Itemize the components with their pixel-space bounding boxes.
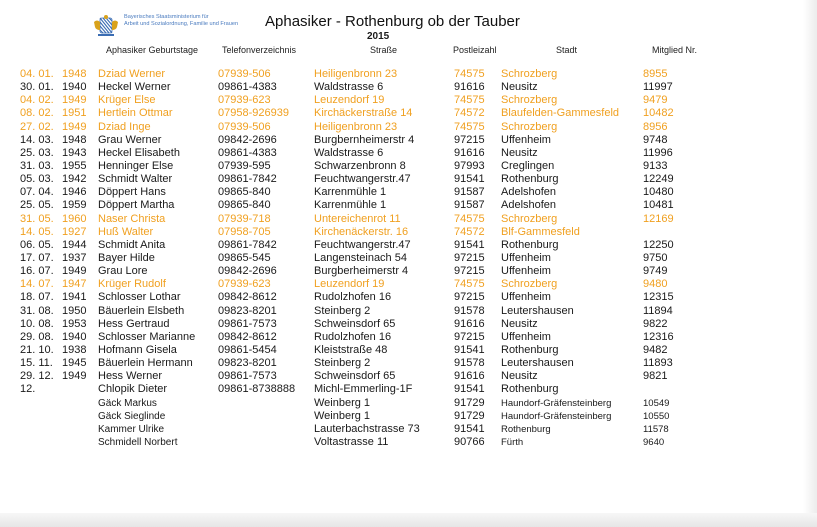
row-street: Rudolzhofen 16: [314, 330, 392, 343]
row-street: Rudolzhofen 16: [314, 291, 392, 304]
row-street: Steinberg 2: [314, 357, 371, 370]
row-year: 1951: [62, 107, 87, 120]
row-plz: 91616: [454, 370, 485, 383]
row-street: Karrenmühle 1: [314, 186, 387, 199]
row-member-number: 9821: [643, 370, 668, 383]
row-phone: 07958-926939: [218, 107, 289, 120]
row-phone: 09861-4383: [218, 81, 277, 94]
row-plz: 74575: [454, 212, 485, 225]
row-name: Dziad Inge: [98, 120, 151, 133]
table-row: [0, 397, 817, 410]
row-street: Heiligenbronn 23: [314, 120, 398, 133]
row-street: Untereichenrot 11: [314, 212, 401, 225]
table-row: [0, 160, 817, 173]
row-name: Döppert Martha: [98, 199, 175, 212]
row-member-number: 10550: [643, 410, 670, 422]
row-plz: 74575: [454, 278, 485, 291]
row-name: Heckel Werner: [98, 81, 171, 94]
header-phone: Telefonverzeichnis: [222, 45, 297, 55]
row-year: 1948: [62, 68, 87, 80]
row-phone: 07939-506: [218, 68, 271, 80]
row-member-number: 12249: [643, 173, 674, 186]
row-city: Schrozberg: [501, 278, 558, 291]
row-plz: 91729: [454, 396, 485, 409]
row-street: Feuchtwangerstr.47: [314, 238, 411, 251]
table-row: [0, 423, 817, 436]
row-member-number: 8956: [643, 120, 668, 133]
row-phone: 07958-705: [218, 225, 271, 238]
row-plz: 90766: [454, 435, 485, 448]
row-name: Gäck Sieglinde: [98, 410, 166, 422]
row-city: Leutershausen: [501, 357, 574, 370]
row-year: 1940: [62, 330, 87, 343]
row-year: 1949: [62, 120, 87, 133]
row-street: Michl-Emmerling-1F: [314, 383, 413, 396]
table-row: [0, 213, 817, 226]
row-phone: 09865-840: [218, 199, 271, 212]
row-plz: 91541: [454, 343, 485, 356]
row-date: 06. 05.: [20, 238, 54, 251]
row-name: Grau Lore: [98, 265, 148, 278]
row-member-number: 9822: [643, 317, 668, 330]
row-name: Schlosser Marianne: [98, 330, 196, 343]
row-city: Schrozberg: [501, 68, 558, 80]
row-phone: 09823-8201: [218, 304, 277, 317]
row-date: 25. 03.: [20, 146, 54, 159]
logo-text: Bayerisches Staatsministerium für Arbeit und Sozialordnung, Familie und Frauen: [124, 14, 239, 27]
row-year: 1945: [62, 357, 87, 370]
row-year: 1938: [62, 343, 87, 356]
row-year: 1947: [62, 278, 87, 291]
row-year: 1959: [62, 199, 87, 212]
row-city: Rothenburg: [501, 383, 559, 396]
row-street: Schweinsdorf 65: [314, 370, 396, 383]
row-street: Burgberheimerstr 4: [314, 265, 409, 278]
row-plz: 91541: [454, 383, 485, 396]
row-city: Schrozberg: [501, 94, 558, 107]
row-year: 1949: [62, 265, 87, 278]
table-row: [0, 383, 817, 396]
row-name: Henninger Else: [98, 159, 174, 172]
row-city: Uffenheim: [501, 133, 551, 146]
row-phone: 09861-7842: [218, 173, 277, 186]
row-phone: 09842-2696: [218, 133, 277, 146]
row-phone: 07939-623: [218, 278, 271, 291]
row-street: Voltastrasse 11: [314, 435, 389, 448]
row-member-number: 11996: [643, 146, 673, 159]
table-row: [0, 121, 817, 134]
row-name: Döppert Hans: [98, 186, 166, 199]
row-date: 29. 08.: [20, 330, 54, 343]
row-phone: 09861-8738888: [218, 383, 296, 396]
table-row: [0, 252, 817, 265]
table-row: [0, 186, 817, 199]
row-member-number: 9749: [643, 265, 668, 278]
row-street: Kirchäckerstraße 14: [314, 107, 413, 120]
table-row: [0, 147, 817, 160]
row-member-number: 9750: [643, 251, 668, 264]
table-row: [0, 436, 817, 449]
row-date: 16. 07.: [20, 265, 54, 278]
table-row: [0, 410, 817, 423]
row-name: Gäck Markus: [98, 397, 157, 409]
header-plz: Postleizahl: [453, 45, 497, 55]
row-member-number: 10481: [643, 199, 674, 212]
row-member-number: 8955: [643, 68, 668, 80]
row-phone: 09861-5454: [218, 343, 277, 356]
row-year: 1941: [62, 291, 87, 304]
row-phone: 09861-7842: [218, 238, 277, 251]
table-row: [0, 357, 817, 370]
row-city: Uffenheim: [501, 251, 551, 264]
row-member-number: 12169: [643, 212, 674, 225]
row-city: Rothenburg: [501, 238, 559, 251]
table-row: [0, 68, 817, 81]
row-phone: 09823-8201: [218, 357, 277, 370]
row-phone: 09865-840: [218, 186, 271, 199]
row-year: 1944: [62, 238, 87, 251]
row-date: 05. 03.: [20, 173, 54, 186]
row-date: 14. 05.: [20, 225, 54, 238]
row-member-number: 9482: [643, 343, 668, 356]
row-date: 21. 10.: [20, 343, 54, 356]
row-city: Blf-Gammesfeld: [501, 225, 580, 238]
row-member-number: 12315: [643, 291, 674, 304]
row-plz: 74572: [454, 225, 485, 238]
row-street: Heiligenbronn 23: [314, 68, 398, 80]
row-street: Schweinsdorf 65: [314, 317, 396, 330]
row-name: Schmidt Walter: [98, 173, 173, 186]
ministry-logo: [92, 14, 239, 40]
row-member-number: 12316: [643, 330, 674, 343]
row-city: Rothenburg: [501, 423, 551, 435]
row-member-number: 11893: [643, 357, 673, 370]
header-city: Stadt: [556, 45, 578, 55]
row-date: 14. 07.: [20, 278, 54, 291]
row-name: Bayer Hilde: [98, 251, 155, 264]
member-list: [0, 68, 817, 449]
row-name: Schmidt Anita: [98, 238, 166, 251]
row-phone: 09861-7573: [218, 317, 277, 330]
row-year: 1960: [62, 212, 87, 225]
row-name: Schmidell Norbert: [98, 436, 178, 448]
row-street: Waldstrasse 6: [314, 146, 384, 159]
table-row: [0, 239, 817, 252]
row-street: Weinberg 1: [314, 409, 371, 422]
row-date: 04. 02.: [20, 94, 54, 107]
row-plz: 74572: [454, 107, 485, 120]
row-member-number: 10480: [643, 186, 674, 199]
row-date: 27. 02.: [20, 120, 54, 133]
row-plz: 97215: [454, 133, 485, 146]
row-phone: 09842-2696: [218, 265, 277, 278]
row-street: Weinberg 1: [314, 396, 371, 409]
table-row: [0, 226, 817, 239]
row-date: 12.: [20, 383, 36, 396]
row-phone: 09842-8612: [218, 291, 277, 304]
row-plz: 91729: [454, 409, 485, 422]
row-member-number: 10482: [643, 107, 674, 120]
row-date: 07. 04.: [20, 186, 54, 199]
row-member-number: 9748: [643, 133, 668, 146]
row-plz: 97215: [454, 291, 485, 304]
row-name: Hess Gertraud: [98, 317, 170, 330]
row-year: 1940: [62, 81, 87, 94]
row-name: Bäuerlein Elsbeth: [98, 304, 185, 317]
row-street: Waldstrasse 6: [314, 81, 384, 94]
row-member-number: 11997: [643, 81, 673, 94]
row-city: Neusitz: [501, 81, 538, 94]
row-city: Leutershausen: [501, 304, 574, 317]
row-date: 31. 03.: [20, 159, 54, 172]
row-date: 29. 12.: [20, 370, 54, 383]
row-date: 04. 01.: [20, 68, 54, 80]
row-year: 1953: [62, 317, 87, 330]
row-date: 14. 03.: [20, 133, 54, 146]
row-phone: 07939-718: [218, 212, 271, 225]
row-member-number: 10549: [643, 397, 670, 409]
row-date: 25. 05.: [20, 199, 54, 212]
row-name: Krüger Rudolf: [98, 278, 166, 291]
page-year: 2015: [367, 31, 390, 42]
row-year: 1955: [62, 159, 87, 172]
row-date: 17. 07.: [20, 251, 54, 264]
row-street: Leuzendorf 19: [314, 94, 385, 107]
row-date: 31. 08.: [20, 304, 54, 317]
row-street: Feuchtwangerstr.47: [314, 173, 411, 186]
table-row: [0, 81, 817, 94]
table-row: [0, 107, 817, 120]
row-street: Kleiststraße 48: [314, 343, 388, 356]
row-city: Schrozberg: [501, 120, 558, 133]
row-member-number: 9133: [643, 159, 668, 172]
row-year: 1937: [62, 251, 87, 264]
table-row: [0, 199, 817, 212]
row-plz: 91587: [454, 186, 485, 199]
table-row: [0, 134, 817, 147]
row-city: Uffenheim: [501, 330, 551, 343]
row-date: 30. 01.: [20, 81, 54, 94]
row-city: Adelshofen: [501, 186, 557, 199]
row-name: Schlosser Lothar: [98, 291, 181, 304]
row-year: 1949: [62, 370, 87, 383]
row-date: 10. 08.: [20, 317, 54, 330]
row-plz: 91616: [454, 317, 485, 330]
row-name: Hertlein Ottmar: [98, 107, 173, 120]
row-plz: 74575: [454, 120, 485, 133]
row-year: 1942: [62, 173, 87, 186]
row-name: Naser Christa: [98, 212, 166, 225]
scan-edge-bottom: [0, 513, 817, 527]
table-row: [0, 344, 817, 357]
row-plz: 97215: [454, 330, 485, 343]
row-street: Steinberg 2: [314, 304, 371, 317]
page-title: Aphasiker - Rothenburg ob der Tauber: [265, 13, 520, 30]
row-street: Leuzendorf 19: [314, 278, 385, 291]
table-row: [0, 291, 817, 304]
row-member-number: 9640: [643, 436, 665, 448]
table-row: [0, 94, 817, 107]
row-city: Blaufelden-Gammesfeld: [501, 107, 620, 120]
row-member-number: 9479: [643, 94, 668, 107]
row-phone: 09861-7573: [218, 370, 277, 383]
row-date: 15. 11.: [20, 357, 53, 370]
row-year: 1943: [62, 146, 87, 159]
row-name: Huß Walter: [98, 225, 154, 238]
row-street: Lauterbachstrasse 73: [314, 422, 420, 435]
row-name: Chlopik Dieter: [98, 383, 168, 396]
row-city: Haundorf-Gräfensteinberg: [501, 410, 612, 422]
row-phone: 09865-545: [218, 251, 271, 264]
row-year: 1950: [62, 304, 87, 317]
header-member: Mitglied Nr.: [652, 45, 698, 55]
table-row: [0, 305, 817, 318]
row-year: 1949: [62, 94, 87, 107]
row-street: Langensteinach 54: [314, 251, 407, 264]
row-phone: 07939-595: [218, 159, 271, 172]
row-member-number: 9480: [643, 278, 668, 291]
row-name: Hess Werner: [98, 370, 162, 383]
row-year: 1927: [62, 225, 87, 238]
table-row: [0, 265, 817, 278]
row-city: Fürth: [501, 436, 524, 448]
row-member-number: 11578: [643, 423, 669, 435]
row-city: Uffenheim: [501, 265, 551, 278]
table-row: [0, 318, 817, 331]
row-plz: 91541: [454, 422, 485, 435]
row-phone: 07939-623: [218, 94, 271, 107]
row-plz: 91541: [454, 173, 485, 186]
row-city: Neusitz: [501, 146, 538, 159]
row-street: Karrenmühle 1: [314, 199, 387, 212]
row-member-number: 11894: [643, 304, 673, 317]
header-name: Aphasiker Geburtstage: [106, 45, 199, 55]
table-row: [0, 278, 817, 291]
row-plz: 91578: [454, 357, 485, 370]
row-plz: 91587: [454, 199, 485, 212]
row-member-number: 12250: [643, 238, 674, 251]
row-city: Rothenburg: [501, 343, 559, 356]
row-date: 08. 02.: [20, 107, 54, 120]
row-name: Dziad Werner: [98, 68, 166, 80]
row-street: Burgbernheimerstr 4: [314, 133, 415, 146]
row-plz: 74575: [454, 68, 485, 80]
row-name: Krüger Else: [98, 94, 156, 107]
row-plz: 97215: [454, 265, 485, 278]
row-plz: 97993: [454, 159, 485, 172]
row-city: Schrozberg: [501, 212, 558, 225]
row-city: Haundorf-Gräfensteinberg: [501, 397, 612, 409]
row-phone: 07939-506: [218, 120, 271, 133]
row-date: 31. 05.: [20, 212, 54, 225]
row-date: 18. 07.: [20, 291, 54, 304]
header-street: Straße: [370, 45, 398, 55]
row-phone: 09842-8612: [218, 330, 277, 343]
row-plz: 91616: [454, 81, 485, 94]
row-street: Kirchenäckerstr. 16: [314, 225, 409, 238]
table-row: [0, 331, 817, 344]
row-city: Creglingen: [501, 159, 555, 172]
table-row: [0, 173, 817, 186]
row-year: 1946: [62, 186, 87, 199]
bavarian-crest-icon: [92, 14, 120, 38]
row-name: Hofmann Gisela: [98, 343, 177, 356]
row-city: Neusitz: [501, 370, 538, 383]
row-name: Bäuerlein Hermann: [98, 357, 193, 370]
row-city: Neusitz: [501, 317, 538, 330]
row-name: Kammer Ulrike: [98, 423, 165, 435]
row-plz: 74575: [454, 94, 485, 107]
row-city: Adelshofen: [501, 199, 557, 212]
row-street: Schwarzenbronn 8: [314, 159, 406, 172]
row-phone: 09861-4383: [218, 146, 277, 159]
row-name: Heckel Elisabeth: [98, 146, 180, 159]
row-name: Grau Werner: [98, 133, 162, 146]
row-city: Rothenburg: [501, 173, 559, 186]
row-plz: 91541: [454, 238, 485, 251]
row-year: 1948: [62, 133, 87, 146]
row-plz: 91578: [454, 304, 485, 317]
row-city: Uffenheim: [501, 291, 551, 304]
row-plz: 97215: [454, 251, 485, 264]
row-plz: 91616: [454, 146, 485, 159]
table-row: [0, 370, 817, 383]
